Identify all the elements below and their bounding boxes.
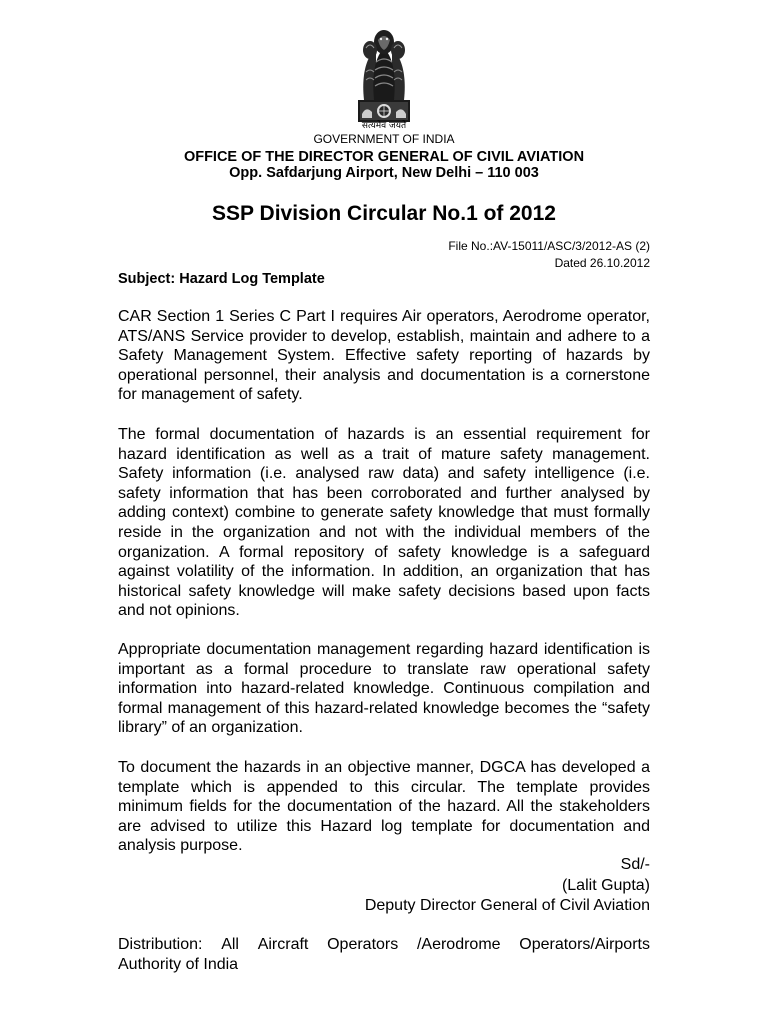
office-title: OFFICE OF THE DIRECTOR GENERAL OF CIVIL AVIATION	[183, 149, 585, 165]
government-label: GOVERNMENT OF INDIA	[313, 132, 455, 146]
signatory-name: (Lalit Gupta)	[561, 877, 650, 894]
body-paragraph: Appropriate documentation management regarding hazard identification is important as a formal procedure to translate raw operational safety information into hazard-related knowledge. Continuous compilation and formal management of this hazard-related knowledge becomes the “safety library” of an organization.	[118, 641, 650, 737]
distribution-word: /Aerodrome	[416, 936, 501, 953]
national-emblem-icon	[348, 22, 420, 126]
file-number: File No.:AV-15011/ASC/3/2012-AS (2)	[448, 239, 650, 253]
distribution-line-cut: Authority of India	[118, 956, 239, 973]
emblem-motto: सत्यमेव जयते	[361, 121, 407, 131]
distribution-word: Operators/Airports	[519, 936, 650, 953]
subject-line: Subject: Hazard Log Template	[118, 271, 325, 287]
signature-sd: Sd/-	[620, 856, 650, 873]
dated-line: Dated 26.10.2012	[554, 256, 650, 270]
distribution-line	[118, 935, 650, 955]
body-paragraph: To document the hazards in an objective manner, DGCA has developed a template which is appended to this circular. The template provides minimum fields for the documentation of the hazard. All the stakeholders are advised to utilize this Hazard log template for documentation and analysis purpose.	[118, 759, 650, 855]
circular-title: SSP Division Circular No.1 of 2012	[212, 202, 556, 225]
office-address: Opp. Safdarjung Airport, New Delhi – 110 003	[229, 165, 539, 181]
distribution-word: All	[221, 936, 239, 953]
distribution-block	[118, 935, 650, 973]
body-paragraph: The formal documentation of hazards is an essential requirement for hazard identification as well as a trait of mature safety management. Safety information (i.e. analysed raw data) and safety intelligence (i.e. safety information that has been corroborated and further analysed by adding context) combine to generate safety knowledge that must formally reside in the organization and not with the individual members of the organization. A formal repository of safety knowledge is a safeguard against volatility of the information. In addition, an organization that has historical safety knowledge will make safety decisions based upon facts and not opinions.	[118, 426, 650, 620]
distribution-word: Aircraft	[257, 936, 309, 953]
signatory-designation: Deputy Director General of Civil Aviation	[364, 897, 650, 914]
distribution-word: Distribution:	[118, 936, 203, 953]
distribution-word: Operators	[327, 936, 399, 953]
body-paragraph: CAR Section 1 Series C Part I requires Air operators, Aerodrome operator, ATS/ANS Service provider to develop, establish, maintain and adhere to a Safety Management System. Effective safety reporting of hazards by operational personnel, their analysis and documentation is a cornerstone for management of safety.	[118, 308, 650, 404]
